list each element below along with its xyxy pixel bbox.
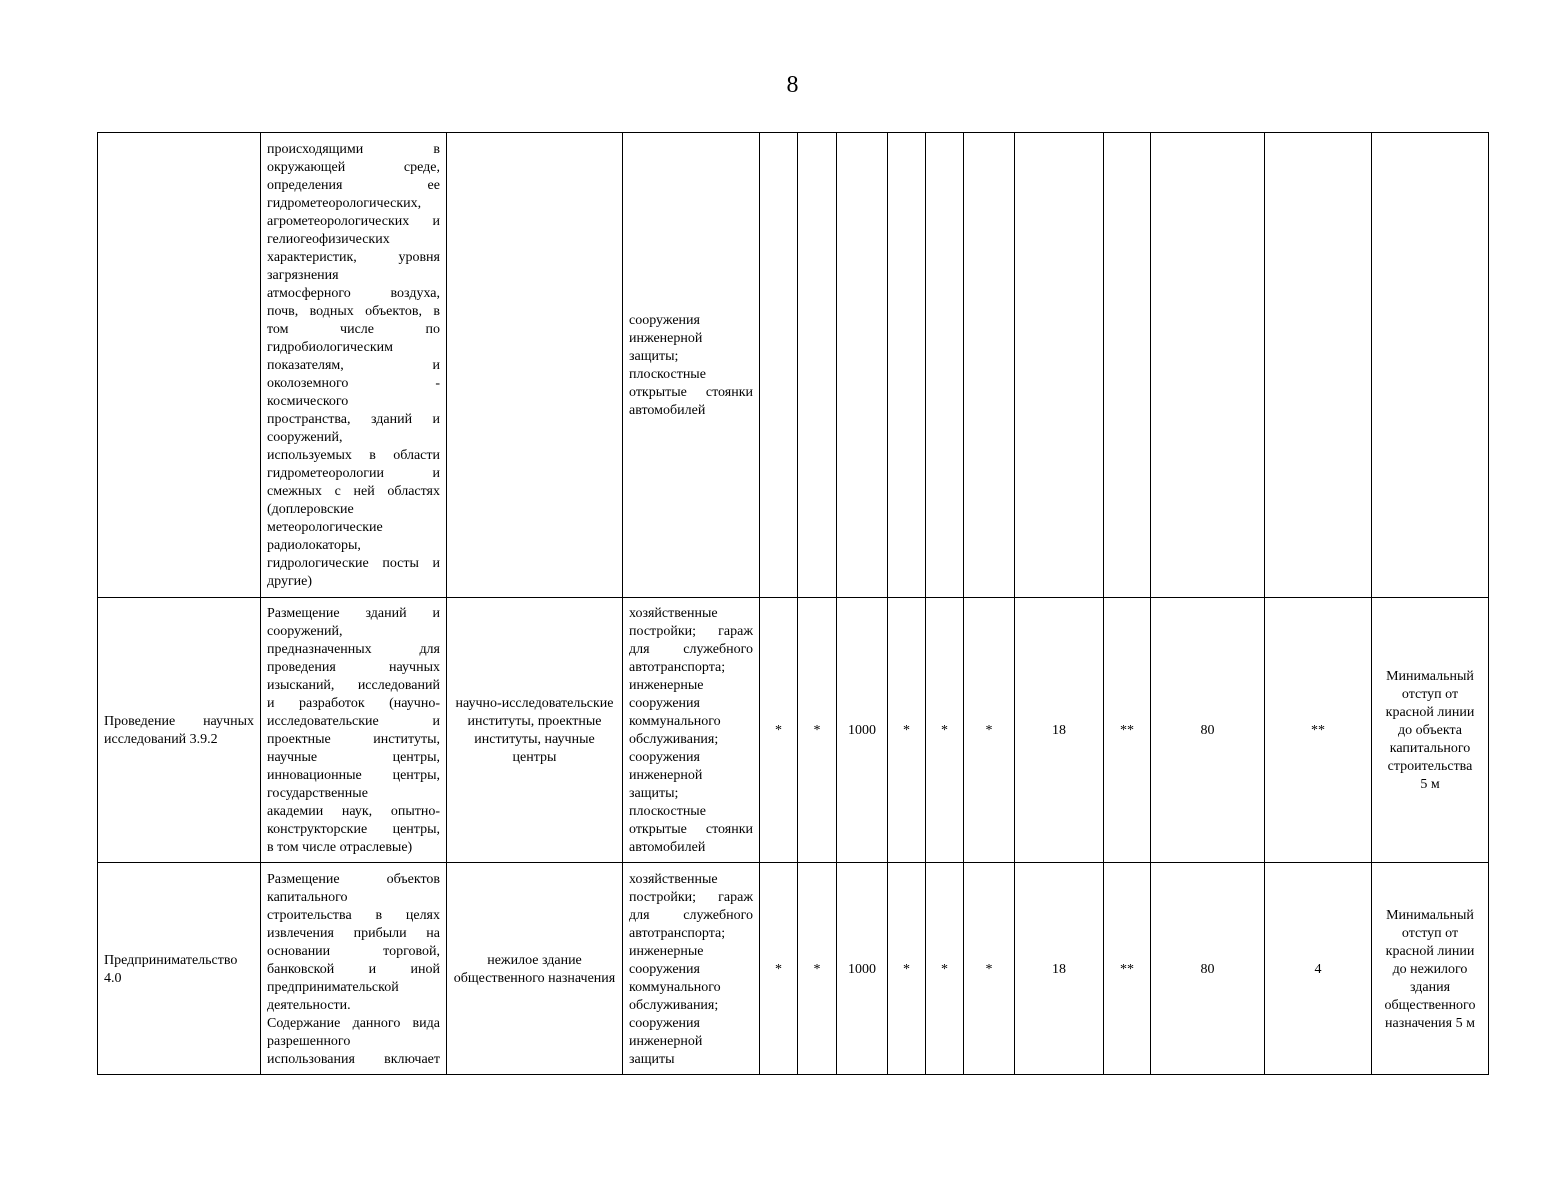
use-type-description <box>261 133 447 598</box>
note <box>1372 598 1489 863</box>
note-line: Минимальный <box>1386 669 1474 684</box>
auxiliary-objects-line: автомобилей <box>629 403 706 418</box>
use-type-description-line: используемых в области <box>267 448 440 463</box>
use-type-description-line: академии наук, опытно- <box>267 804 440 819</box>
auxiliary-objects-line: открытые стоянки <box>629 385 753 400</box>
use-type-description-line: сооружений, <box>267 430 343 445</box>
param-7: 18 <box>1015 598 1104 863</box>
auxiliary-objects-line: инженерные <box>629 943 704 959</box>
auxiliary-objects-line: открытые стоянки <box>629 822 753 837</box>
param-8: ** <box>1104 863 1151 1075</box>
auxiliary-objects-line: защиты; <box>629 786 679 801</box>
use-type-description-line: конструкторские центры, <box>267 822 440 837</box>
use-type-description-line: Размещение объектов <box>267 871 440 887</box>
auxiliary-objects-line: для служебного <box>629 907 753 923</box>
param-7 <box>1015 133 1104 598</box>
use-type-description-line: извлечения прибыли на <box>267 925 440 941</box>
use-type-description-line: деятельности. <box>267 997 351 1013</box>
param-1 <box>760 133 798 598</box>
use-type-description-line: сооружений, <box>267 624 343 639</box>
use-type-description-line: показателям, и <box>267 358 440 373</box>
use-type-description-line: предпринимательской <box>267 979 399 995</box>
auxiliary-objects-line: коммунального <box>629 979 721 995</box>
use-type-description-line: загрязнения <box>267 268 339 283</box>
note-line: отступ от <box>1401 687 1459 702</box>
use-type-description-line: характеристик, уровня <box>267 250 440 265</box>
param-8: ** <box>1104 598 1151 863</box>
auxiliary-objects-line: для служебного <box>629 642 753 657</box>
param-8 <box>1104 133 1151 598</box>
use-type-description-line: государственные <box>267 786 368 801</box>
auxiliary-objects-line: обслуживания; <box>629 732 719 747</box>
use-type-description-line: основании торговой, <box>267 943 440 959</box>
note-line: назначения 5 м <box>1385 1015 1475 1031</box>
use-type-description-line: радиолокаторы, <box>267 538 361 553</box>
land-use-table <box>97 132 1489 1075</box>
param-10: 4 <box>1265 863 1372 1075</box>
use-type-description-line: использования включает <box>267 1051 440 1067</box>
use-type-description-line: инновационные центры, <box>267 768 440 783</box>
param-2: * <box>798 863 837 1075</box>
use-type-description-line: гидрологические посты и <box>267 556 440 571</box>
use-type-description-line: проектные институты, <box>267 732 440 747</box>
use-type-description-line: другие) <box>267 574 313 589</box>
param-1: * <box>760 598 798 863</box>
page-number: 8 <box>786 72 799 98</box>
param-3 <box>837 133 888 598</box>
auxiliary-objects-line: защиты <box>629 1051 675 1067</box>
auxiliary-objects-line: постройки; гараж <box>629 889 753 905</box>
table-row <box>98 863 1489 1075</box>
auxiliary-objects-line: автомобилей <box>629 840 706 855</box>
use-type-description-line: метеорологические <box>267 520 383 535</box>
use-type-description-line: Размещение зданий и <box>267 606 440 621</box>
use-type-description-line: гидрометеорологических, <box>267 196 422 211</box>
param-6: * <box>964 598 1015 863</box>
param-6 <box>964 133 1015 598</box>
note <box>1372 133 1489 598</box>
param-2: * <box>798 598 837 863</box>
param-7: 18 <box>1015 863 1104 1075</box>
use-type-description-line: капитального <box>267 889 348 905</box>
auxiliary-objects-line: постройки; гараж <box>629 624 753 639</box>
note-line: до объекта <box>1398 723 1462 738</box>
param-10 <box>1265 133 1372 598</box>
table-body <box>98 133 1489 1075</box>
note <box>1372 863 1489 1075</box>
param-4: * <box>888 863 926 1075</box>
auxiliary-objects-line: коммунального <box>629 714 721 729</box>
note-line: 5 м <box>1420 777 1440 792</box>
use-type-description-line: разрешенного <box>267 1033 351 1049</box>
note-line: капитального <box>1389 741 1471 756</box>
auxiliary-objects-line: инженерные <box>629 678 704 693</box>
use-type-description-line: смежных с ней областях <box>267 484 440 499</box>
use-type-description <box>261 598 447 863</box>
param-2 <box>798 133 837 598</box>
param-9 <box>1151 133 1265 598</box>
use-type-description-line: строительства в целях <box>267 907 440 923</box>
note-line: здания <box>1409 979 1451 995</box>
use-type-description-line: агрометеорологических и <box>267 214 440 229</box>
use-type-name <box>98 133 261 598</box>
param-5: * <box>926 863 964 1075</box>
use-type-description-line: (доплеровские <box>267 502 354 517</box>
param-5 <box>926 133 964 598</box>
auxiliary-objects-line: автотранспорта; <box>629 660 726 675</box>
use-type-description-line: Содержание данного вида <box>267 1015 440 1031</box>
use-type-description-line: околоземного - <box>267 376 440 391</box>
auxiliary-objects <box>623 133 760 598</box>
auxiliary-objects-line: инженерной <box>629 1033 703 1049</box>
param-6: * <box>964 863 1015 1075</box>
use-type-description-line: проведения научных <box>267 660 440 675</box>
use-type-description-line: и разработок (научно- <box>267 696 440 711</box>
use-type-description-line: космического <box>267 394 349 409</box>
auxiliary-objects <box>623 863 760 1075</box>
use-type-description-line: происходящими в <box>267 142 440 157</box>
auxiliary-objects-line: обслуживания; <box>629 997 719 1013</box>
use-type-description-line: предназначенных для <box>267 642 440 657</box>
auxiliary-objects-line: защиты; <box>629 349 679 364</box>
auxiliary-objects-line: плоскостные <box>629 367 706 382</box>
param-4 <box>888 133 926 598</box>
param-10: ** <box>1265 598 1372 863</box>
use-type-description-line: определения ее <box>267 178 440 193</box>
note-line: красной линии <box>1385 705 1475 720</box>
use-type-description-line: окружающей среде, <box>267 160 440 175</box>
auxiliary-objects <box>623 598 760 863</box>
use-type-description <box>261 863 447 1075</box>
use-type-description-line: пространства, зданий и <box>267 412 440 427</box>
param-1: * <box>760 863 798 1075</box>
use-type-description-line: том числе по <box>267 322 440 337</box>
use-type-description-line: в том числе отраслевые) <box>267 840 413 855</box>
main-objects: научно-исследовательские институты, проектные институты, научные центры <box>447 598 623 863</box>
param-3: 1000 <box>837 863 888 1075</box>
use-type-description-line: почв, водных объектов, в <box>267 304 440 319</box>
note-line: Минимальный <box>1386 907 1474 923</box>
use-type-description-line: гелиогеофизических <box>267 232 390 247</box>
auxiliary-objects-line: инженерной <box>629 331 703 346</box>
note-line: до нежилого <box>1392 961 1468 977</box>
param-3: 1000 <box>837 598 888 863</box>
param-5: * <box>926 598 964 863</box>
note-line: строительства <box>1387 759 1473 774</box>
use-type-description-line: научные центры, <box>267 750 440 765</box>
use-type-name: Предпринимательство 4.0 <box>98 863 261 1075</box>
auxiliary-objects-line: сооружения <box>629 961 700 977</box>
auxiliary-objects-line: автотранспорта; <box>629 925 726 941</box>
auxiliary-objects-line: сооружения <box>629 1015 700 1031</box>
use-type-description-line: атмосферного воздуха, <box>267 286 440 301</box>
main-objects: нежилое здание общественного назначения <box>447 863 623 1075</box>
auxiliary-objects-line: сооружения <box>629 750 700 765</box>
use-type-description-line: гидрометеорологии и <box>267 466 440 481</box>
note-line: общественного <box>1384 997 1476 1013</box>
auxiliary-objects-line: инженерной <box>629 768 703 783</box>
auxiliary-objects-line: сооружения <box>629 313 700 328</box>
param-9: 80 <box>1151 598 1265 863</box>
note-line: отступ от <box>1401 925 1459 941</box>
auxiliary-objects-line: хозяйственные <box>629 871 718 887</box>
use-type-description-line: гидробиологическим <box>267 340 393 355</box>
param-4: * <box>888 598 926 863</box>
param-9: 80 <box>1151 863 1265 1075</box>
use-type-description-line: исследовательские и <box>267 714 440 729</box>
table-row <box>98 133 1489 598</box>
main-objects <box>447 133 623 598</box>
auxiliary-objects-line: сооружения <box>629 696 700 711</box>
table-row <box>98 598 1489 863</box>
use-type-description-line: изысканий, исследований <box>267 678 440 693</box>
note-line: красной линии <box>1385 943 1475 959</box>
use-type-name: Проведение научных исследований 3.9.2 <box>98 598 261 863</box>
auxiliary-objects-line: хозяйственные <box>629 606 718 621</box>
auxiliary-objects-line: плоскостные <box>629 804 706 819</box>
use-type-description-line: банковской и иной <box>267 961 440 977</box>
